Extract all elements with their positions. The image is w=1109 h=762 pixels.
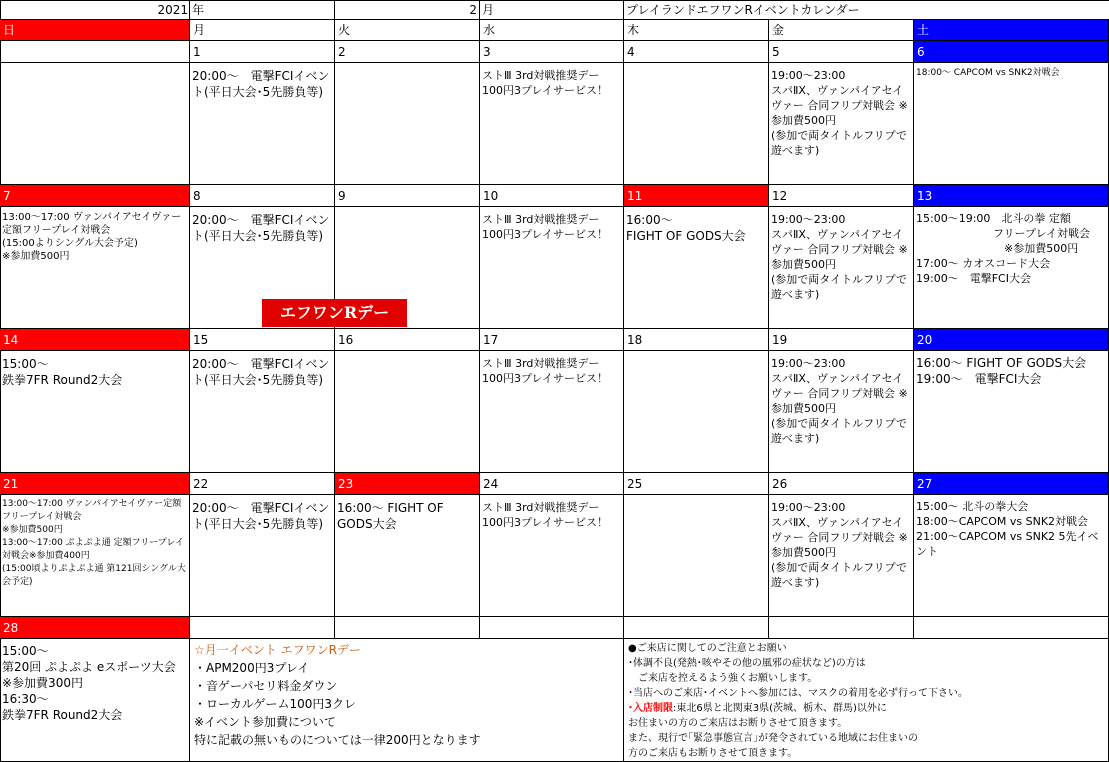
restriction-text: :東北6県と北関東3県(茨城、栃木、群馬)以外に [673,703,887,714]
date-4: 4 [624,41,769,63]
notice-line: ご来店を控えるよう強くお願いします。 [628,673,818,684]
date-3: 3 [480,41,624,63]
notice-line: ･体調不良(発熱･咳やその他の風邪の症状など)の方は [628,658,866,669]
monthly-info-line: 特に記載の無いものについては一律200円となります [194,733,481,747]
event-text: 20:00～ 電撃FCIイベント(平日大会･5先勝負等) [192,357,330,387]
date-7: 7 [0,185,190,207]
day-cell [769,63,914,185]
day-cell [769,351,914,473]
day-cell [0,639,190,762]
weekday-thu: 木 [624,20,769,41]
date-empty [335,617,480,639]
notice-box [624,639,1109,762]
event-text: 16:00～ FIGHT OF GODS大会 19:00～ 電撃FCI大会 [916,356,1087,386]
monthly-info-line: ・ローカルゲーム100円3クレ [194,697,357,711]
day-cell [190,63,335,185]
event-text: 19:00～23:00 スパⅡX、ヴァンパイアセイヴァー 合同フリプ対戦会 ※参加費500円 (参加で両タイトルフリプで遊べます) [771,501,908,589]
event-text: ストⅢ 3rd対戦推奨デー100円3プレイサービス！ [482,69,609,97]
date-14: 14 [0,329,190,351]
date-24: 24 [480,473,624,495]
day-cell [914,63,1109,185]
date-5: 5 [769,41,914,63]
date-empty [190,617,335,639]
date-25: 25 [624,473,769,495]
day-cell [0,63,190,185]
header-year-label: 年 [192,3,205,17]
day-cell [480,207,624,329]
date-empty [480,617,624,639]
header-row [0,0,1109,20]
header-month-label: 月 [482,3,495,17]
date-1: 1 [190,41,335,63]
event-text: 20:00～ 電撃FCIイベント(平日大会･5先勝負等) [192,69,330,99]
date-15: 15 [190,329,335,351]
event-text: 16:00～ FIGHT OF GODS大会 [337,501,444,531]
event-text: 20:00～ 電撃FCIイベント(平日大会･5先勝負等) [192,501,330,531]
notice-line: また、現行で｢緊急事態宣言｣が発令されている地域にお住まいの [628,733,918,744]
notice-line: 方のご来店もお断りさせて頂きます。 [628,748,798,759]
event-text: ストⅢ 3rd対戦推奨デー100円3プレイサービス！ [482,213,609,241]
day-cell [624,63,769,185]
day-cell [769,495,914,617]
date-8: 8 [190,185,335,207]
date-19: 19 [769,329,914,351]
day-cell [335,495,480,617]
day-cell [190,495,335,617]
date-2: 2 [335,41,480,63]
day-cell [624,495,769,617]
day-cell [624,207,769,329]
date-23: 23 [335,473,480,495]
day-cell [480,351,624,473]
date-12: 12 [769,185,914,207]
monthly-info-line: ・音ゲーパセリ料金ダウン [194,679,338,693]
event-text: 13:00～17:00 ヴァンパイアセイヴァー 定額フリープレイ対戦会 (15:00よりシングル大会予定) ※参加費500円 [2,212,182,262]
weekday-sat: 土 [914,20,1109,41]
date-empty [0,41,190,63]
day-cell [624,351,769,473]
notice-restriction [626,701,889,716]
event-text: 19:00～23:00 スパⅡX、ヴァンパイアセイヴァー 合同フリプ対戦会 ※参加費500円 (参加で両タイトルフリプで遊べます) [771,213,908,301]
event-text: 15:00～ 第20回 ぷよぷよ eスポーツ大会 ※参加費300円 16:30～ 鉄拳7FR Round2大会 [2,644,176,722]
event-text: 13:00～17:00 ヴァンパイアセイヴァー定額フリープレイ対戦会 ※参加費500円 13:00～17:00 ぷよぷよ通 定額フリープレイ対戦会※参加費400円 (15:00頃よりぷよぷよ通 第121回シングル大会予定) [2,499,186,587]
header-divider-1 [189,0,190,20]
calendar-title: プレイランドエフワンRイベントカレンダー [626,3,860,17]
day-cell [914,351,1109,473]
date-16: 16 [335,329,480,351]
f1r-day-banner: エフワンRデー [262,299,407,327]
event-text: 15:00～ 鉄拳7FR Round2大会 [2,357,123,387]
day-cell [480,495,624,617]
date-26: 26 [769,473,914,495]
monthly-info-box [190,639,624,762]
monthly-info-line: ・APM200円3プレイ [194,661,310,675]
event-text: 15:00～ 北斗の拳大会 18:00～CAPCOM vs SNK2対戦会 21:00～CAPCOM vs SNK2 5先イベント [916,500,1099,558]
header-year: 2021 [157,3,188,17]
date-22: 22 [190,473,335,495]
header-month: 2 [469,3,477,17]
header-divider-3 [479,0,480,20]
event-text: ストⅢ 3rd対戦推奨デー100円3プレイサービス！ [482,501,609,529]
date-17: 17 [480,329,624,351]
date-6: 6 [914,41,1109,63]
date-13: 13 [914,185,1109,207]
day-cell [914,207,1109,329]
weekday-mon: 月 [190,20,335,41]
header-divider-4 [623,0,624,20]
day-cell [769,207,914,329]
event-text: ストⅢ 3rd対戦推奨デー100円3プレイサービス！ [482,357,609,385]
date-18: 18 [624,329,769,351]
weekday-wed: 水 [480,20,624,41]
date-28: 28 [0,617,190,639]
date-empty [914,617,1109,639]
event-text: 18:00～ CAPCOM vs SNK2対戦会 [916,68,1060,78]
date-empty [624,617,769,639]
date-9: 9 [335,185,480,207]
day-cell [335,63,480,185]
day-cell [0,495,190,617]
event-text: 16:00～ FIGHT OF GODS大会 [626,213,746,243]
day-cell [0,351,190,473]
date-21: 21 [0,473,190,495]
notice-line: ･当店へのご来店･イベントへ参加には、マスクの着用を必ず行って下さい。 [628,688,968,699]
event-text: 19:00～23:00 スパⅡX、ヴァンパイアセイヴァー 合同フリプ対戦会 ※参加費500円 (参加で両タイトルフリプで遊べます) [771,69,908,157]
date-27: 27 [914,473,1109,495]
monthly-info-title: ☆月一イベント エフワンRデー [194,643,361,657]
day-cell [335,351,480,473]
monthly-info-line: ※イベント参加費について [194,715,336,729]
notice-line: お住まいの方のご来店はお断りさせて頂きます。 [628,718,848,729]
notice-title: ●ご来店に関してのご注意とお願い [628,643,787,654]
event-text: 15:00～19:00 北斗の拳 定額 フリープレイ対戦会 ※参加費500円 17:00～ カオスコード大会 19:00～ 電撃FCI大会 [916,212,1091,285]
date-11: 11 [624,185,769,207]
event-text: 19:00～23:00 スパⅡX、ヴァンパイアセイヴァー 合同フリプ対戦会 ※参加費500円 (参加で両タイトルフリプで遊べます) [771,357,908,445]
day-cell [190,351,335,473]
day-cell [914,495,1109,617]
date-empty [769,617,914,639]
header-divider-2 [334,0,335,20]
restriction-label: ･入店制限 [628,703,673,714]
day-cell [0,207,190,329]
day-cell [480,63,624,185]
date-10: 10 [480,185,624,207]
weekday-tue: 火 [335,20,480,41]
event-text: 20:00～ 電撃FCIイベント(平日大会･5先勝負等) [192,213,330,243]
weekday-fri: 金 [769,20,914,41]
weekday-sun: 日 [0,20,190,41]
date-20: 20 [914,329,1109,351]
